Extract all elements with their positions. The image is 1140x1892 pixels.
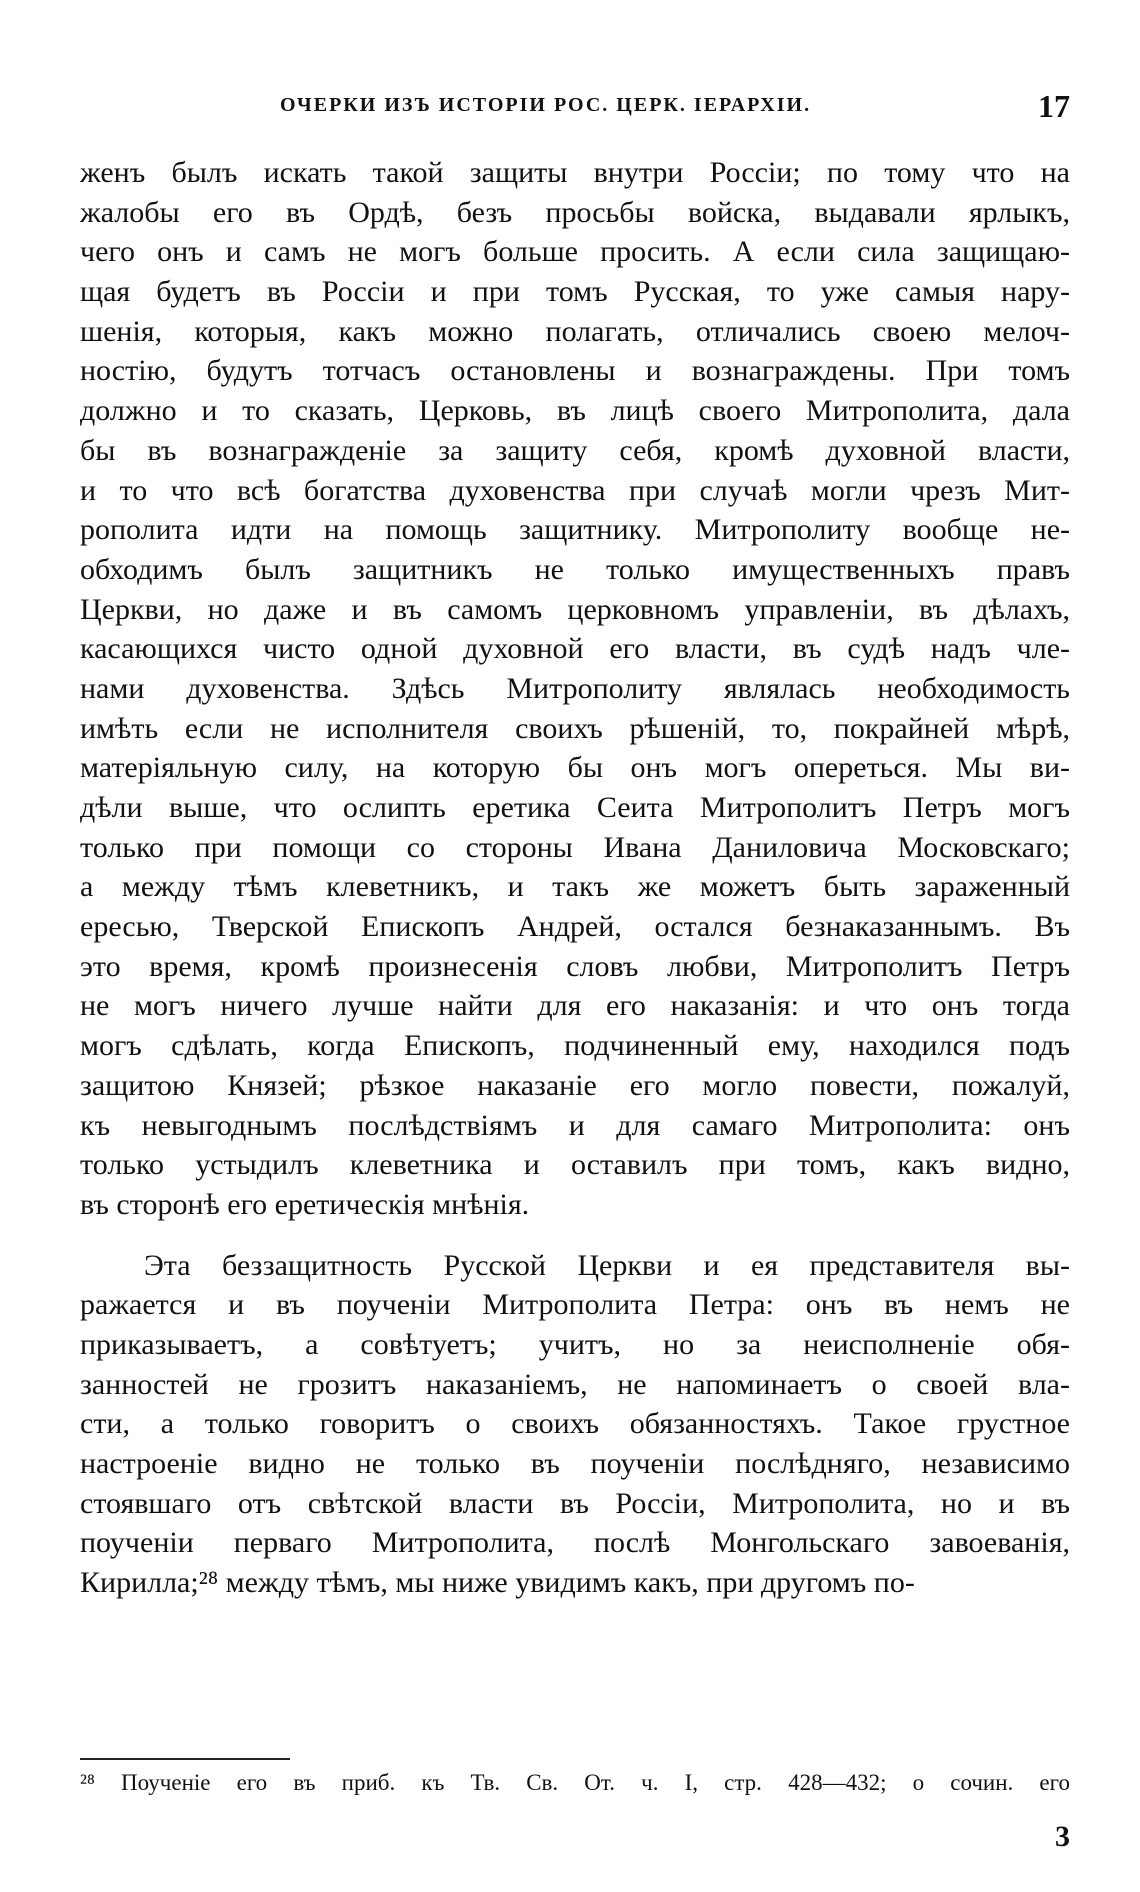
text-line: поученіи перваго Митрополита, послѣ Монгольскаго завоеванія, (80, 1526, 1070, 1560)
text-line: ересью, Тверской Епископъ Андрей, остался безнаказаннымъ. Въ (80, 910, 1070, 944)
text-line: должно и то сказать, Церковь, въ лицѣ своего Митрополита, дала (80, 394, 1070, 428)
text-line: сти, а только говоритъ о своихъ обязанностяхъ. Такое грустное (80, 1407, 1070, 1441)
text-line: это время, кромѣ произнесенія словъ любви, Митрополитъ Петръ (80, 949, 1070, 983)
text-line: шенія, которыя, какъ можно полагать, отличались своею мелоч- (80, 314, 1070, 348)
text-line: рополита идти на помощь защитнику. Митрополиту вообще не- (80, 513, 1070, 547)
text-line: въ сторонѣ его еретическія мнѣнія. (80, 1187, 530, 1221)
text-line: занностей не грозитъ наказаніемъ, не напоминаетъ о своей вла- (80, 1367, 1070, 1401)
running-head (80, 88, 1070, 128)
text-line: только при помощи со стороны Ивана Даниловича Московскаго; (80, 830, 1070, 864)
text-line: не могъ ничего лучше найти для его наказанія: и что онъ тогда (80, 989, 1070, 1023)
page-number: 17 (1038, 88, 1070, 124)
text-line: Эта беззащитность Русской Церкви и ея представителя вы- (144, 1248, 1070, 1282)
text-line: а между тѣмъ клеветникъ, и такъ же можетъ быть зараженный (80, 870, 1070, 904)
text-line: настроеніе видно не только въ поученіи послѣдняго, независимо (80, 1447, 1070, 1480)
paragraph (80, 1246, 1070, 1603)
text-line: дѣли выше, что ослипть еретика Сеита Митрополитъ Петръ могъ (80, 791, 1070, 824)
text-line: ностію, будутъ тотчасъ остановлены и вознаграждены. При томъ (80, 354, 1070, 388)
signature-mark: 3 (1055, 1820, 1070, 1853)
text-line: нами духовенства. Здѣсь Митрополиту являлась необходимость (80, 671, 1070, 705)
text-line: матеріяльную силу, на которую бы онъ могъ опереться. Мы ви- (80, 751, 1070, 785)
text-line: только устыдилъ клеветника и оставилъ при томъ, какъ видно, (80, 1148, 1070, 1182)
text-line: Церкви, но даже и въ самомъ церковномъ управленіи, въ дѣлахъ, (80, 592, 1070, 626)
footnote-rule (80, 1758, 290, 1760)
text-line: приказываетъ, а совѣтуетъ; учитъ, но за неисполненіе обя- (80, 1327, 1070, 1361)
text-line: защитою Князей; рѣзкое наказаніе его могло повести, пожалуй, (80, 1068, 1070, 1102)
text-line: и то что всѣ богатства духовенства при случаѣ могли чрезъ Мит- (80, 473, 1070, 507)
text-line: имѣть если не исполнителя своихъ рѣшеній, то, покрайней мѣрѣ, (80, 711, 1070, 745)
text-line: касающихся чисто одной духовной его власти, въ судѣ надъ чле- (80, 632, 1070, 666)
text-line: Кирилла;²⁸ между тѣмъ, мы ниже увидимъ какъ, при другомъ по- (80, 1566, 915, 1600)
text-line: жалобы его въ Ордѣ, безъ просьбы войска, выдавали ярлыкъ, (80, 195, 1070, 229)
text-line: къ невыгоднымъ послѣдствіямъ и для самаго Митрополита: онъ (80, 1108, 1070, 1142)
text-line: обходимъ былъ защитникъ не только имущественныхъ правъ (80, 552, 1070, 586)
text-line: щая будетъ въ Россіи и при томъ Русская, то уже самыя нару- (80, 275, 1070, 309)
footnote: ²⁸ Поученіе его въ приб. къ Тв. Св. От. ч. I, стр. 428—432; о сочин. его (80, 1770, 1070, 1795)
paragraph (80, 153, 1070, 1225)
running-title: ОЧЕРКИ ИЗЪ ИСТОРІИ РОС. ЦЕРК. ІЕРАРХІИ. (280, 94, 812, 116)
text-line: стоявшаго отъ свѣтской власти въ Россіи, Митрополита, но и въ (80, 1486, 1070, 1520)
main-text (80, 153, 1070, 1603)
text-line: чего онъ и самъ не могъ больше просить. А если сила защищаю- (80, 235, 1070, 269)
text-line: могъ сдѣлать, когда Епископъ, подчиненный ему, находился подъ (80, 1029, 1070, 1063)
text-line: женъ былъ искать такой защиты внутри Россіи; по тому что на (80, 156, 1070, 189)
paragraph-gap (80, 1225, 1070, 1246)
text-line: бы въ вознагражденіе за защиту себя, кромѣ духовной власти, (80, 433, 1070, 467)
text-line: ражается и въ поученіи Митрополита Петра: онъ въ немъ не (80, 1288, 1070, 1322)
